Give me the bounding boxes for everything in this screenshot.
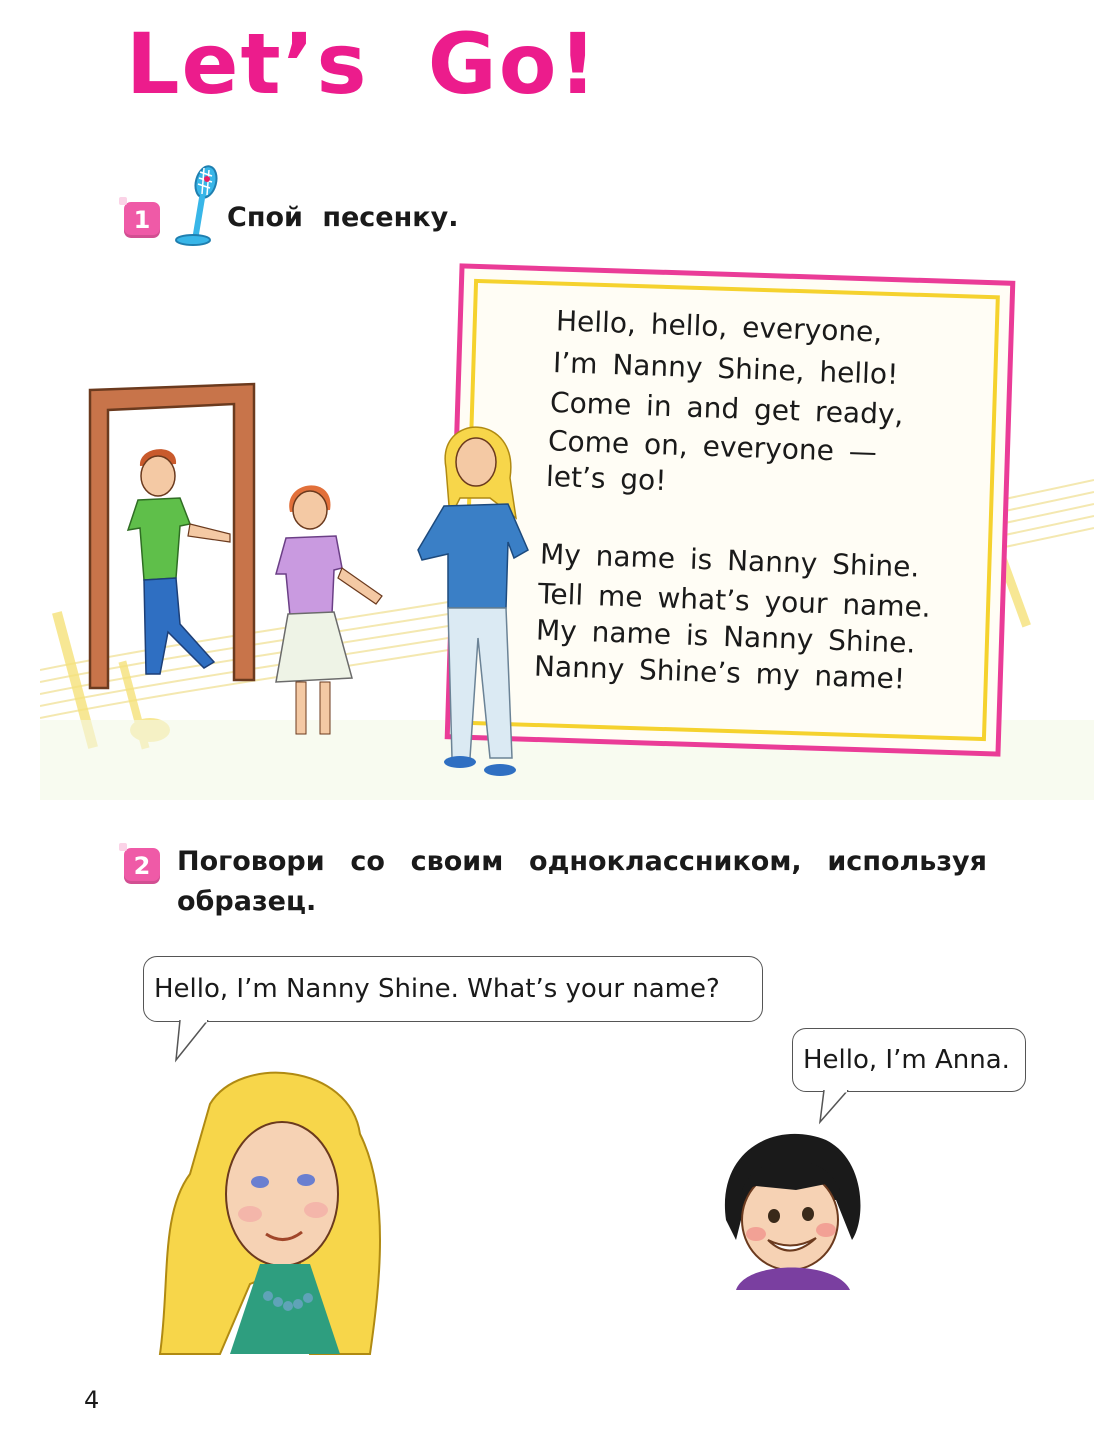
page-number: 4 bbox=[84, 1386, 100, 1414]
nanny-shine-standing-illustration bbox=[410, 418, 540, 790]
task-2-instruction-line1: Поговори со своим одноклассником, используя bbox=[177, 846, 987, 877]
song-line: Nanny Shine’s my name! bbox=[533, 649, 906, 696]
boy-illustration bbox=[118, 448, 248, 688]
task-1-instruction: Спой песенку. bbox=[227, 202, 459, 233]
task-1-number-badge bbox=[124, 202, 160, 238]
anna-portrait-illustration bbox=[716, 1130, 866, 1290]
task-2-number: 2 bbox=[133, 852, 151, 880]
girl-illustration bbox=[272, 478, 392, 748]
song-line: I’m Nanny Shine, hello! bbox=[552, 345, 899, 392]
song-line: Tell me what’s your name. bbox=[537, 577, 932, 624]
page-title: Let’s Go! bbox=[126, 15, 599, 113]
song-line: My name is Nanny Shine. bbox=[535, 613, 916, 660]
song-line: Hello, hello, everyone, bbox=[555, 304, 883, 349]
microphone-icon bbox=[172, 162, 222, 252]
nanny-speech-tail bbox=[172, 1020, 212, 1064]
song-line: Come on, everyone — bbox=[547, 424, 878, 469]
song-line: Come in and get ready, bbox=[549, 385, 904, 432]
anna-speech-text: Hello, I’m Anna. bbox=[803, 1045, 1010, 1075]
song-line: My name is Nanny Shine. bbox=[539, 537, 920, 584]
nanny-shine-portrait-illustration bbox=[150, 1064, 400, 1364]
nanny-speech-bubble bbox=[143, 956, 763, 1022]
song-line: let’s go! bbox=[545, 459, 668, 498]
task-1-number: 1 bbox=[133, 206, 151, 234]
anna-speech-tail bbox=[816, 1090, 856, 1126]
nanny-speech-text: Hello, I’m Nanny Shine. What’s your name? bbox=[154, 974, 720, 1004]
anna-speech-bubble bbox=[792, 1028, 1026, 1092]
task-2-instruction-line2: образец. bbox=[177, 886, 317, 917]
task-2-number-badge bbox=[124, 848, 160, 884]
